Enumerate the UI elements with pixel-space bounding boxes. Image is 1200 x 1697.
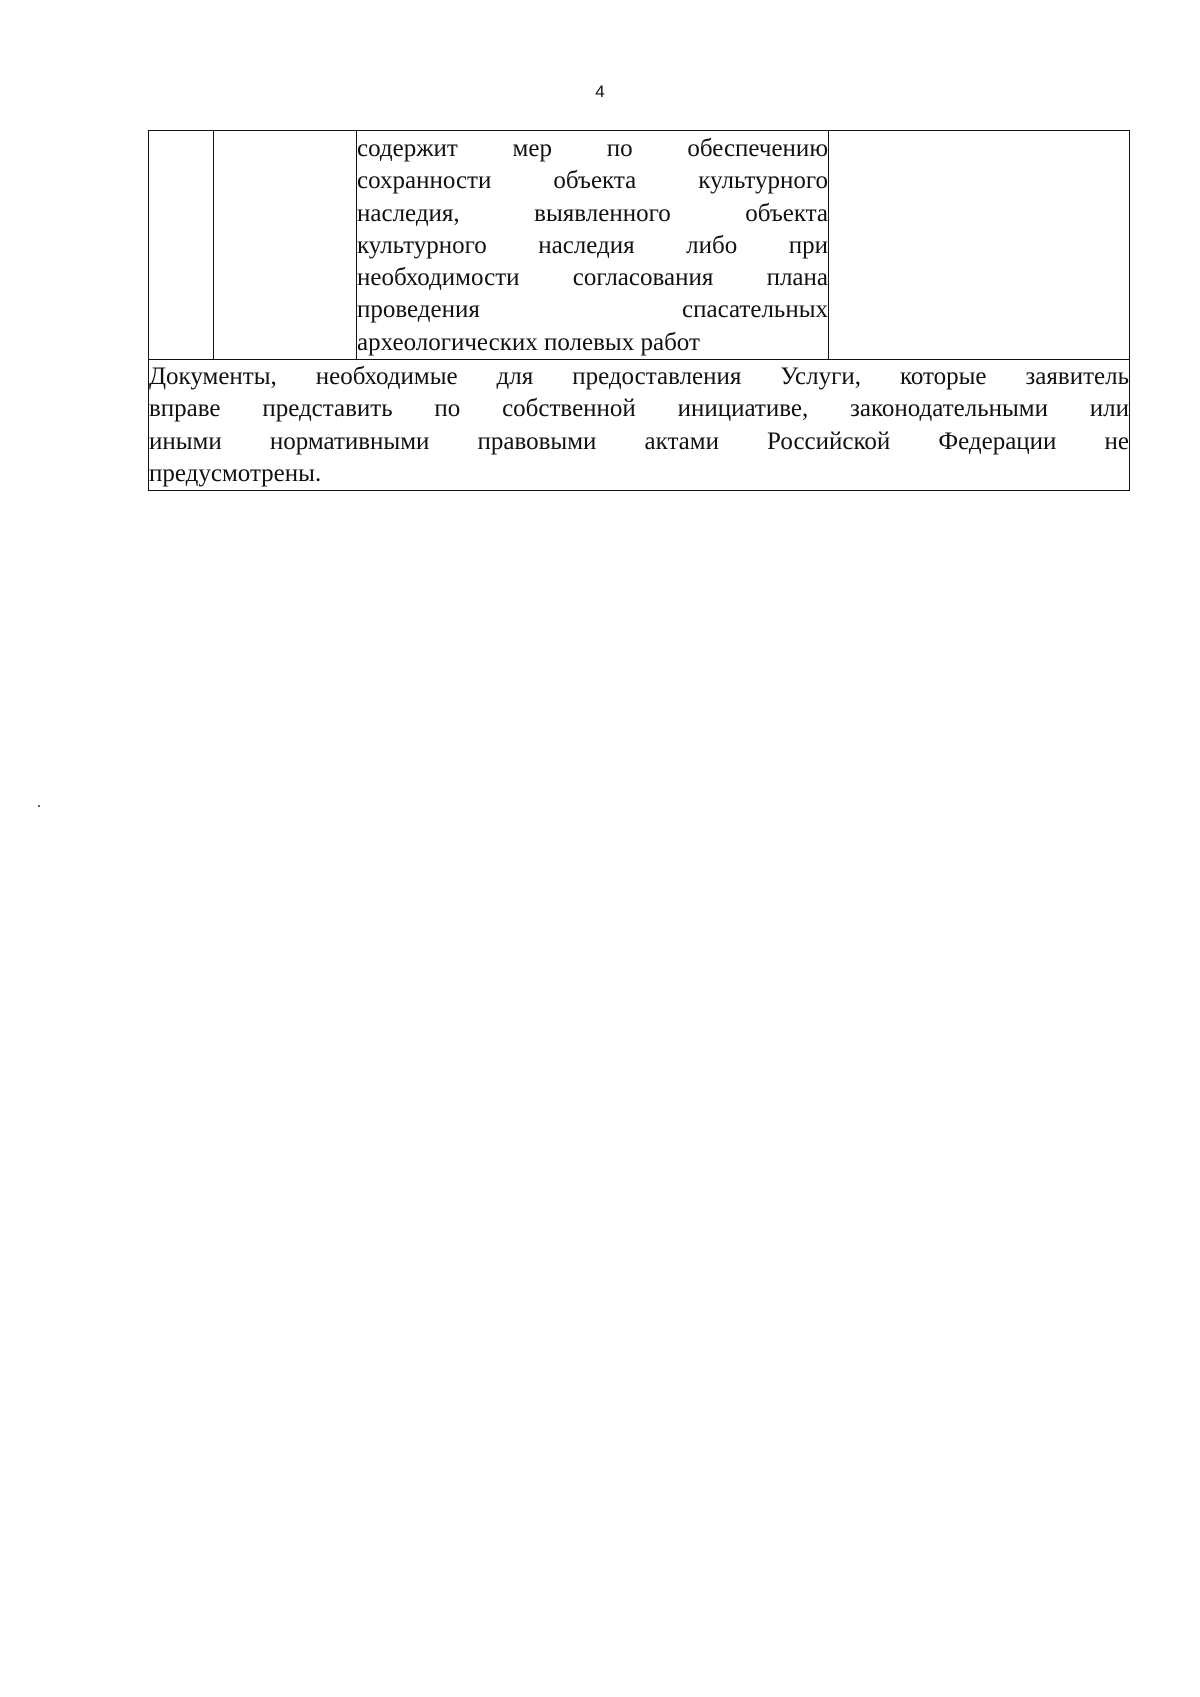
- table-row-continuation: [149, 131, 1130, 360]
- description-line: наследия, выявленного объекта: [357, 199, 828, 227]
- note-line: иными нормативными правовыми актами Российской Федерации не: [149, 427, 1129, 455]
- table-cell-note: [149, 360, 1130, 491]
- table-cell-description: [357, 131, 829, 360]
- scan-speck: [38, 805, 40, 807]
- table-cell-notes: [829, 131, 1130, 360]
- table-row-note: [149, 360, 1130, 491]
- note-line: вправе представить по собственной инициативе, законодательными или: [149, 395, 1129, 423]
- description-line: содержит мер по обеспечению: [357, 135, 828, 162]
- document-table: [148, 130, 1130, 491]
- table-cell-number: [149, 131, 214, 360]
- page-number: 4: [595, 82, 605, 101]
- description-line: необходимости согласования плана: [357, 264, 828, 292]
- description-line: проведения спасательных: [357, 296, 828, 324]
- description-line: культурного наследия либо при: [357, 231, 828, 259]
- table-cell-name: [214, 131, 357, 360]
- description-line: сохранности объекта культурного: [357, 167, 828, 195]
- description-line: археологических полевых работ: [357, 328, 700, 356]
- note-line: предусмотрены.: [149, 459, 322, 487]
- note-line: Документы, необходимые для предоставления Услуги, которые заявитель: [149, 363, 1129, 391]
